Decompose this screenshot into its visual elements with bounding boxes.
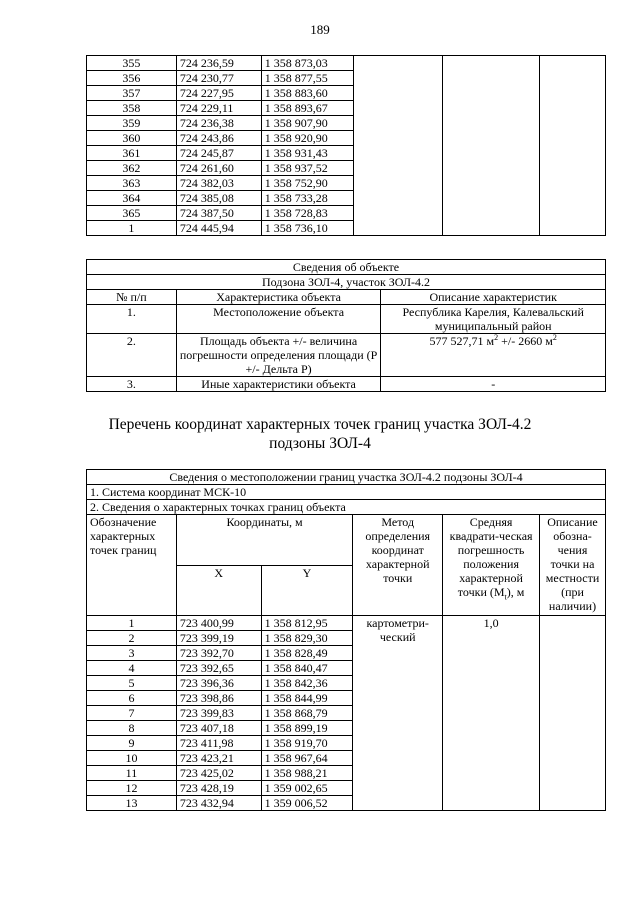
coord-y: 1 358 733,28 — [261, 191, 353, 206]
header-rms-error — [443, 515, 540, 616]
rms-label: Средняя квадрати-ческая погрешность положения характерной точки (M — [449, 515, 533, 599]
coord-y: 1 358 736,10 — [261, 221, 353, 236]
point-number: 9 — [87, 736, 177, 751]
point-number: 364 — [87, 191, 177, 206]
header-point-description: Описание обозна-чения точки на местности (при наличии) — [540, 515, 606, 616]
coords-table-title: Сведения о местоположении границ участка ЗОЛ-4.2 подзоны ЗОЛ-4 — [87, 470, 606, 485]
area-unit-sup: 2 — [494, 333, 499, 342]
coord-x: 724 245,87 — [176, 146, 261, 161]
coord-y: 1 358 868,79 — [261, 706, 353, 721]
rms-unit: ), м — [506, 585, 525, 599]
coord-x: 723 423,21 — [176, 751, 261, 766]
point-number: 5 — [87, 676, 177, 691]
coord-y: 1 358 829,30 — [261, 631, 353, 646]
coord-x: 723 399,83 — [176, 706, 261, 721]
coord-x: 723 411,98 — [176, 736, 261, 751]
coord-y: 1 359 002,65 — [261, 781, 353, 796]
row-description-area — [381, 334, 606, 377]
heading-line-2: подзоны ЗОЛ-4 — [269, 435, 371, 452]
coord-x: 723 428,19 — [176, 781, 261, 796]
object-table-subtitle: Подзона ЗОЛ-4, участок ЗОЛ-4.2 — [87, 275, 606, 290]
coord-y: 1 359 006,52 — [261, 796, 353, 811]
coord-y: 1 358 937,52 — [261, 161, 353, 176]
coord-x: 723 396,36 — [176, 676, 261, 691]
point-number: 8 — [87, 721, 177, 736]
point-number: 365 — [87, 206, 177, 221]
point-number: 7 — [87, 706, 177, 721]
point-number: 10 — [87, 751, 177, 766]
point-number: 11 — [87, 766, 177, 781]
coord-x: 723 392,70 — [176, 646, 261, 661]
header-description: Описание характеристик — [381, 290, 606, 305]
header-x: X — [176, 565, 261, 616]
point-number: 362 — [87, 161, 177, 176]
coord-x: 723 399,19 — [176, 631, 261, 646]
header-designation: Обозначение характерных точек границ — [87, 515, 177, 616]
coord-x: 724 261,60 — [176, 161, 261, 176]
area-value: 577 527,71 м — [429, 334, 495, 348]
point-number: 6 — [87, 691, 177, 706]
row-number: 3. — [87, 377, 177, 392]
description-cell — [540, 616, 606, 811]
description-cell — [540, 56, 606, 236]
point-number: 13 — [87, 796, 177, 811]
row-description: Республика Карелия, Калевальский муниципальный район — [381, 305, 606, 334]
point-number: 358 — [87, 101, 177, 116]
table-row — [87, 616, 606, 631]
coord-y: 1 358 931,43 — [261, 146, 353, 161]
coord-x: 723 392,65 — [176, 661, 261, 676]
rms-cell — [443, 56, 540, 236]
point-number: 356 — [87, 71, 177, 86]
object-table-title: Сведения об объекте — [87, 260, 606, 275]
object-info-table — [86, 259, 606, 392]
coord-y: 1 358 883,60 — [261, 86, 353, 101]
coord-x: 724 229,11 — [176, 101, 261, 116]
coord-y: 1 358 899,19 — [261, 721, 353, 736]
coord-x: 724 230,77 — [176, 71, 261, 86]
coord-y: 1 358 842,36 — [261, 676, 353, 691]
coord-y: 1 358 812,95 — [261, 616, 353, 631]
coord-x: 724 382,03 — [176, 176, 261, 191]
coord-x: 724 387,50 — [176, 206, 261, 221]
coord-y: 1 358 919,70 — [261, 736, 353, 751]
header-coordinates: Координаты, м — [176, 515, 352, 566]
coord-x: 723 400,99 — [176, 616, 261, 631]
point-number: 12 — [87, 781, 177, 796]
coord-y: 1 358 893,67 — [261, 101, 353, 116]
page-number: 189 — [310, 22, 330, 37]
coord-x: 724 385,08 — [176, 191, 261, 206]
area-error: +/- 2660 м — [498, 334, 553, 348]
point-number: 1 — [87, 616, 177, 631]
table-row — [87, 56, 606, 71]
header-characteristic: Характеристика объекта — [176, 290, 381, 305]
coord-x: 723 398,86 — [176, 691, 261, 706]
boundary-coordinates-table — [86, 469, 606, 811]
coord-y: 1 358 907,90 — [261, 116, 353, 131]
coord-y: 1 358 828,49 — [261, 646, 353, 661]
section-heading — [0, 415, 640, 453]
coord-x: 724 227,95 — [176, 86, 261, 101]
coord-x: 724 445,94 — [176, 221, 261, 236]
coord-x: 724 243,86 — [176, 131, 261, 146]
point-number: 3 — [87, 646, 177, 661]
coord-y: 1 358 988,21 — [261, 766, 353, 781]
header-method: Метод определения координат характерной точки — [353, 515, 443, 616]
coord-y: 1 358 844,99 — [261, 691, 353, 706]
row-number: 1. — [87, 305, 177, 334]
coord-y: 1 358 752,90 — [261, 176, 353, 191]
area-error-unit-sup: 2 — [552, 333, 557, 342]
coord-y: 1 358 967,64 — [261, 751, 353, 766]
coord-y: 1 358 920,90 — [261, 131, 353, 146]
point-number: 357 — [87, 86, 177, 101]
coord-y: 1 358 840,47 — [261, 661, 353, 676]
coord-x: 724 236,59 — [176, 56, 261, 71]
point-number: 4 — [87, 661, 177, 676]
point-number: 1 — [87, 221, 177, 236]
point-number: 363 — [87, 176, 177, 191]
point-number: 360 — [87, 131, 177, 146]
coord-y: 1 358 877,55 — [261, 71, 353, 86]
coord-y: 1 358 728,83 — [261, 206, 353, 221]
row-characteristic: Местоположение объекта — [176, 305, 381, 334]
rms-subscript: t — [504, 592, 507, 602]
coord-x: 723 425,02 — [176, 766, 261, 781]
top-coordinates-table — [86, 55, 606, 236]
header-number: № п/п — [87, 290, 177, 305]
point-number: 355 — [87, 56, 177, 71]
point-number: 359 — [87, 116, 177, 131]
header-y: Y — [261, 565, 353, 616]
row-description: - — [381, 377, 606, 392]
rms-value: 1,0 — [443, 616, 540, 811]
coord-y: 1 358 873,03 — [261, 56, 353, 71]
row-characteristic: Иные характеристики объекта — [176, 377, 381, 392]
row-number: 2. — [87, 334, 177, 377]
point-number: 2 — [87, 631, 177, 646]
heading-line-1: Перечень координат характерных точек границ участка ЗОЛ-4.2 — [108, 416, 532, 433]
point-number: 361 — [87, 146, 177, 161]
coord-x: 724 236,38 — [176, 116, 261, 131]
method-value: картометри-ческий — [353, 616, 443, 811]
coords-section-2: 2. Сведения о характерных точках границ объекта — [87, 500, 606, 515]
coord-x: 723 407,18 — [176, 721, 261, 736]
coords-section-1: 1. Система координат МСК-10 — [87, 485, 606, 500]
row-characteristic: Площадь объекта +/- величина погрешности определения площади (Р +/- Дельта Р) — [176, 334, 381, 377]
coord-x: 723 432,94 — [176, 796, 261, 811]
method-cell — [353, 56, 443, 236]
